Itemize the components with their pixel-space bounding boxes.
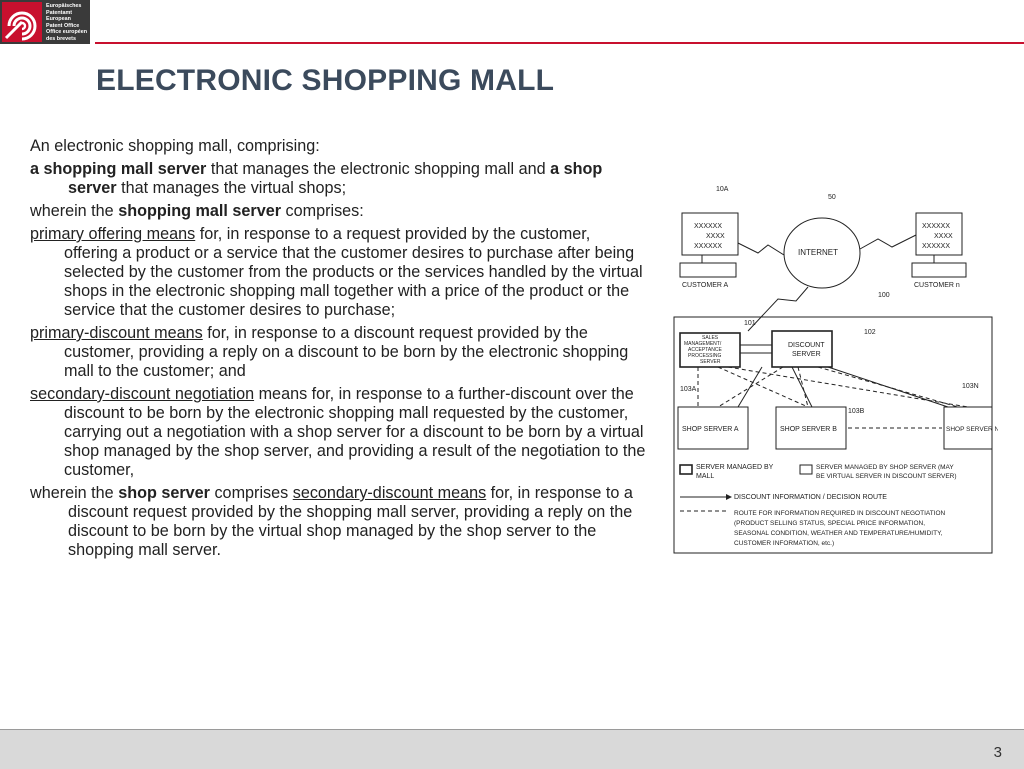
internet-label: INTERNET bbox=[798, 248, 838, 257]
claim-text-span: for, in response to a discount request provided by the customer, providing a reply on a discount to be born by the electronic shopping mall to the customer; and bbox=[64, 324, 629, 380]
claim-text-span: comprises bbox=[209, 484, 293, 502]
sales-server-label: ACCEPTANCE bbox=[688, 347, 722, 353]
legend-negotiation-route: CUSTOMER INFORMATION, etc.) bbox=[734, 540, 835, 547]
sales-server-label: MANAGEMENT/ bbox=[684, 341, 722, 347]
legend-decision-route: DISCOUNT INFORMATION / DECISION ROUTE bbox=[734, 494, 887, 501]
legend-shop: SERVER MANAGED BY SHOP SERVER (MAY bbox=[816, 464, 954, 471]
claim-text-span: means for, in response to a further-discount over the discount to be born by the electronic shopping mall requested by the customer, carrying out a negotiation with a shop server for a discount to be born by a virtual shop managed by the shop server, and providing a result of the negotiation to the customer, bbox=[64, 385, 646, 479]
claim-item-primary-discount bbox=[30, 324, 648, 381]
shop-a-label: SHOP SERVER A bbox=[682, 426, 739, 433]
ref-103n: 103N bbox=[962, 383, 979, 390]
term-primary-offering: primary offering means bbox=[30, 225, 196, 243]
link-mall bbox=[748, 287, 808, 331]
ref-103b: 103B bbox=[848, 408, 865, 415]
sales-server-label: SERVER bbox=[700, 359, 721, 365]
sales-server-label: PROCESSING bbox=[688, 353, 722, 359]
claim-paragraph-mall-server bbox=[30, 202, 648, 221]
customer-n-keyboard bbox=[912, 263, 966, 277]
screen-text: XXXXXX bbox=[922, 223, 951, 230]
customer-a-label: CUSTOMER A bbox=[682, 282, 729, 289]
claim-text-span: for, in response to a discount request provided by the shopping mall server, providing a reply on the discount to be born by the virtual shop managed by the shop server to the shopping mall server. bbox=[68, 484, 633, 559]
term-secondary-discount: secondary-discount means bbox=[292, 484, 487, 502]
page-title: ELECTRONIC SHOPPING MALL bbox=[96, 64, 555, 97]
claim-text-span: wherein the bbox=[30, 202, 119, 220]
customer-a-keyboard bbox=[680, 263, 736, 277]
legend-negotiation-route: ROUTE FOR INFORMATION REQUIRED IN DISCOUNT NEGOTIATION bbox=[734, 510, 946, 517]
shop-b-label: SHOP SERVER B bbox=[780, 426, 837, 433]
ref-103a: 103A bbox=[680, 386, 697, 393]
logo-line: Europäisches bbox=[46, 3, 82, 9]
logo-line: Office européen bbox=[46, 29, 88, 36]
discount-server-label: DISCOUNT bbox=[788, 342, 825, 349]
term-mall-server: shopping mall server bbox=[118, 202, 282, 220]
epo-logo-mark bbox=[2, 2, 42, 42]
logo-line: des brevets bbox=[46, 35, 76, 42]
claim-text-span: for, in response to a request provided by the customer, offering a product or a service that the customer desires to purchase after being selected by the customer from the products or the services handled by the virtual shops in the electronic shopping mall together with a price of the product or the service that the customer desires to purchase; bbox=[64, 225, 643, 319]
sales-server-label: SALES bbox=[702, 335, 719, 341]
epo-logo-text bbox=[46, 3, 87, 43]
link-customer-n bbox=[860, 235, 916, 249]
screen-text: XXXXXX bbox=[694, 243, 723, 250]
legend-shop: BE VIRTUAL SERVER IN DISCOUNT SERVER) bbox=[816, 473, 957, 480]
discount-server-box bbox=[772, 331, 832, 367]
screen-text: XXXX bbox=[934, 233, 953, 240]
logo-line: Patentamt bbox=[46, 9, 73, 16]
term-shop-server: shop server bbox=[118, 484, 210, 502]
legend-negotiation-route: (PRODUCT SELLING STATUS, SPECIAL PRICE INFORMATION, bbox=[734, 520, 926, 527]
claim-text bbox=[30, 137, 648, 564]
logo-line: European bbox=[46, 16, 71, 23]
patent-figure bbox=[668, 183, 998, 558]
logo-line: Patent Office bbox=[46, 22, 80, 29]
term-primary-discount: primary-discount means bbox=[30, 324, 203, 342]
legend-negotiation-route: SEASONAL CONDITION, WEATHER AND TEMPERATURE/HUMIDITY, bbox=[734, 530, 943, 537]
ref-101: 101 bbox=[744, 320, 756, 327]
footer-bar bbox=[0, 729, 1024, 769]
screen-text: XXXXXX bbox=[922, 243, 951, 250]
claim-item-primary-offering bbox=[30, 225, 648, 320]
claim-text-span: that manages the electronic shopping mall and bbox=[206, 160, 551, 178]
claim-intro: An electronic shopping mall, comprising: bbox=[30, 137, 320, 155]
legend-mall: MALL bbox=[696, 473, 715, 480]
claim-text-span: wherein the bbox=[30, 484, 119, 502]
term-secondary-negotiation: secondary-discount negotiation bbox=[30, 385, 255, 403]
ref-50: 50 bbox=[828, 194, 836, 201]
epo-logo bbox=[0, 0, 90, 44]
claim-text-span: comprises: bbox=[281, 202, 364, 220]
screen-text: XXXXXX bbox=[694, 223, 723, 230]
shop-n-label: SHOP SERVER N bbox=[946, 426, 998, 433]
customer-n-label: CUSTOMER n bbox=[914, 282, 960, 289]
claim-paragraph-shop-server bbox=[30, 484, 648, 560]
link-customer-a bbox=[738, 243, 784, 255]
claim-item-secondary-negotiation bbox=[30, 385, 648, 480]
term-mall-server: a shopping mall server bbox=[30, 160, 207, 178]
ref-102: 102 bbox=[864, 329, 876, 336]
claim-text-span: that manages the virtual shops; bbox=[116, 179, 347, 197]
claim-paragraph-servers bbox=[30, 160, 648, 198]
term-shop-server: a shop server bbox=[68, 160, 603, 197]
header-divider bbox=[95, 42, 1024, 44]
discount-server-label: SERVER bbox=[792, 351, 821, 358]
page-number: 3 bbox=[993, 744, 1002, 761]
legend-mall: SERVER MANAGED BY bbox=[696, 464, 774, 471]
screen-text: XXXX bbox=[706, 233, 725, 240]
ref-10a: 10A bbox=[716, 186, 729, 193]
ref-100: 100 bbox=[878, 292, 890, 299]
